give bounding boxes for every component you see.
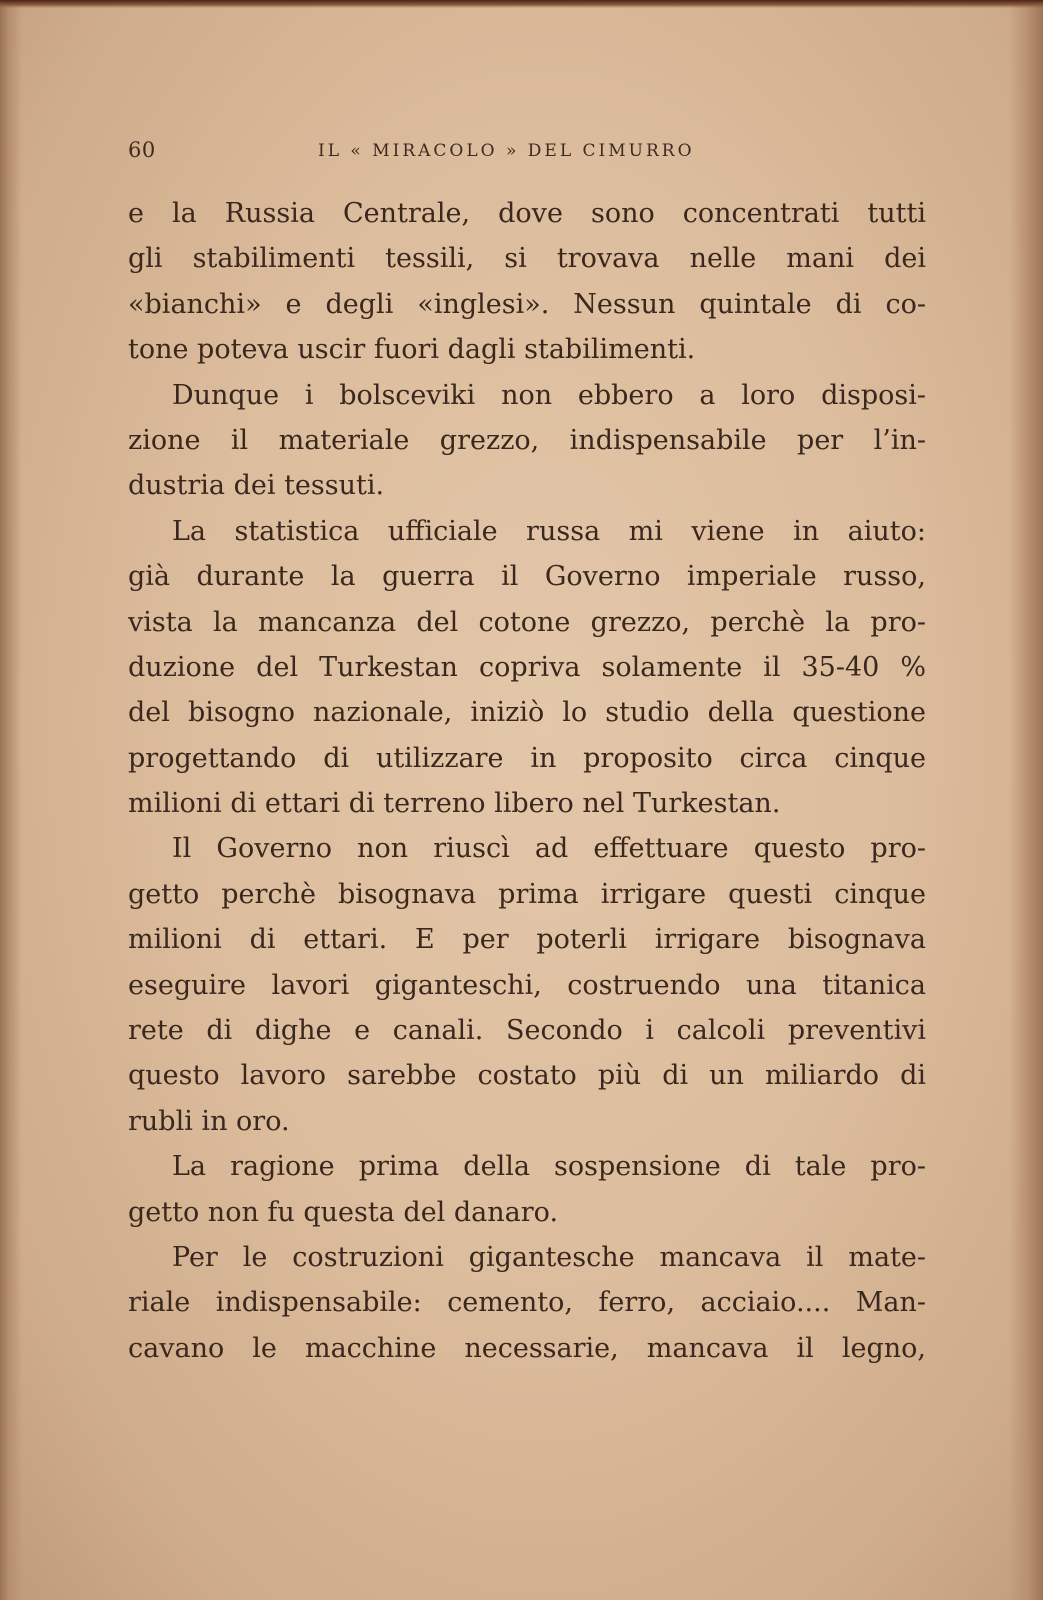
text-line: Per le costruzioni gigantesche mancava il mate- (172, 1241, 926, 1273)
text-line: La ragione prima della sospensione di tale pro- (172, 1151, 926, 1183)
text-line: gli stabilimenti tessili, si trovava nelle mani dei (128, 243, 926, 275)
text-line: vista la mancanza del cotone grezzo, perchè la pro- (128, 606, 926, 638)
body-text (128, 191, 926, 1371)
text-line: questo lavoro sarebbe costato più di un miliardo di (128, 1060, 926, 1092)
text-line: tone poteva uscir fuori dagli stabilimenti. (128, 334, 696, 366)
running-title: IL « MIRACOLO » DEL CIMURRO (318, 141, 695, 161)
text-line: La statistica ufficiale russa mi viene in aiuto: (172, 515, 926, 547)
text-line: Dunque i bolsceviki non ebbero a loro disposi- (172, 379, 926, 411)
text-line: eseguire lavori giganteschi, costruendo una titanica (128, 969, 926, 1001)
running-head (128, 138, 926, 168)
text-line: getto perchè bisognava prima irrigare questi cinque (128, 878, 926, 910)
page-edge-top (0, 0, 1043, 8)
text-line: zione il materiale grezzo, indispensabile per l’in- (128, 424, 926, 456)
page-edge-left (0, 0, 22, 1600)
text-line: Il Governo non riuscì ad effettuare questo pro- (172, 833, 926, 865)
text-line: rete di dighe e canali. Secondo i calcoli preventivi (128, 1015, 926, 1047)
text-line: già durante la guerra il Governo imperiale russo, (128, 561, 926, 593)
page-edge-right (1009, 0, 1043, 1600)
text-line: getto non fu questa del danaro. (128, 1196, 559, 1228)
text-line: e la Russia Centrale, dove sono concentrati tutti (128, 198, 926, 229)
text-line: «bianchi» e degli «inglesi». Nessun quintale di co- (128, 288, 926, 320)
text-line: milioni di ettari. E per poterli irrigare bisognava (128, 924, 926, 956)
text-line: cavano le macchine necessarie, mancava il legno, (128, 1332, 926, 1364)
text-line: milioni di ettari di terreno libero nel Turkestan. (128, 788, 781, 820)
text-line: riale indispensabile: cemento, ferro, acciaio.... Man- (128, 1287, 926, 1319)
text-line: del bisogno nazionale, iniziò lo studio della questione (128, 697, 926, 729)
page-number: 60 (128, 138, 156, 162)
text-line: dustria dei tessuti. (128, 470, 385, 502)
text-line: duzione del Turkestan copriva solamente il 35-40 % (128, 651, 926, 683)
text-line: progettando di utilizzare in proposito circa cinque (128, 742, 926, 774)
text-line: rubli in oro. (128, 1105, 290, 1137)
